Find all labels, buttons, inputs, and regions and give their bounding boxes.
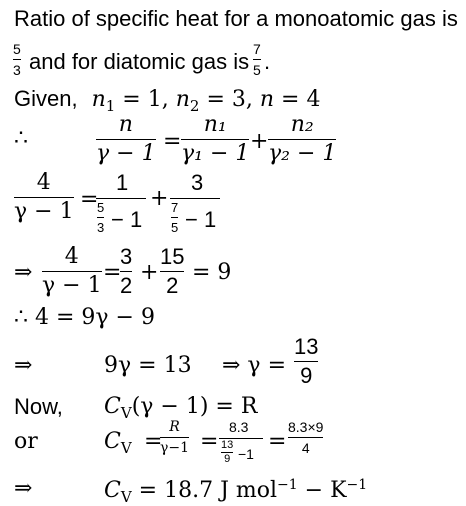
- step7-f1-fraction: [160, 420, 189, 455]
- fraction-numerator: 3: [120, 244, 133, 269]
- diatomic-gamma-fraction: [253, 42, 261, 77]
- or-label: or: [14, 429, 38, 454]
- fraction-denominator: γ−1: [160, 440, 190, 456]
- step7-lhs: [104, 431, 132, 456]
- plus-sign: +: [250, 129, 269, 154]
- fraction-bar: [96, 139, 156, 140]
- value-n1: = 1,: [115, 87, 169, 112]
- cv-symbol: C: [104, 478, 121, 503]
- step8-kelvin: − K: [297, 478, 347, 503]
- fraction-numerator: 7: [253, 41, 261, 57]
- fraction-bar: [160, 437, 189, 438]
- fraction-numerator: 4: [64, 244, 79, 269]
- step7-f3-fraction: [288, 420, 323, 455]
- fraction-numerator: n₁: [203, 112, 227, 137]
- equals-sign: =: [268, 429, 287, 454]
- step2-r2-bar: [170, 198, 220, 199]
- step3-r2-fraction: [160, 246, 184, 297]
- fraction-bar: [268, 139, 336, 140]
- subscript: V: [120, 439, 132, 457]
- fraction-numerator: 13: [294, 334, 319, 359]
- step7-f2-tail: −1: [238, 446, 254, 462]
- step6-rest: (γ − 1) = R: [131, 394, 258, 419]
- step4-equation: ∴ 4 = 9γ − 9: [14, 305, 155, 330]
- cv-symbol: C: [104, 429, 121, 454]
- fraction-numerator: 5: [13, 41, 21, 57]
- subscript: 2: [189, 97, 200, 115]
- step7-f2-numerator: 8.3: [229, 419, 249, 435]
- given-label: Given,: [14, 86, 78, 111]
- step1-lhs-fraction: [96, 114, 156, 165]
- step5-gamma-label: ⇒ γ =: [222, 353, 287, 378]
- fraction-denominator: 9: [224, 453, 231, 465]
- therefore-symbol: ∴: [14, 126, 28, 151]
- step7-f2-inner-fraction: [221, 440, 233, 465]
- step5-equation: 9γ = 13: [104, 353, 192, 378]
- fraction-numerator: 13: [221, 439, 234, 451]
- fraction-denominator: γ − 1: [14, 199, 74, 224]
- now-label: Now,: [14, 394, 63, 419]
- fraction-numerator: R: [169, 419, 180, 435]
- subscript: 1: [105, 97, 116, 115]
- fraction-bar: [288, 437, 323, 438]
- subscript: V: [120, 404, 132, 422]
- fraction-bar: [42, 271, 102, 272]
- cv-symbol: C: [104, 394, 121, 419]
- fraction-denominator: γ − 1: [96, 141, 156, 166]
- step3-r1-fraction: [120, 246, 132, 297]
- implies-arrow: ⇒: [14, 353, 33, 378]
- step2-r1-inner-fraction: [97, 201, 104, 234]
- fraction-denominator: 5: [171, 220, 179, 235]
- fraction-denominator: γ − 1: [42, 273, 102, 298]
- fraction-denominator: 3: [97, 220, 105, 235]
- fraction-denominator: 2: [166, 273, 179, 298]
- plus-sign: +: [140, 260, 159, 285]
- var-n1: n: [91, 87, 106, 112]
- fraction-bar: [13, 59, 21, 60]
- step2-r2-numerator: 3: [191, 170, 204, 195]
- fraction-denominator: γ₂ − 1: [268, 141, 337, 166]
- equals-sign: =: [144, 429, 163, 454]
- value-n2: = 3,: [199, 87, 253, 112]
- fraction-denominator: 5: [253, 62, 261, 78]
- intro-period: .: [264, 49, 271, 74]
- equals-sign: =: [103, 260, 122, 285]
- step1-r1-fraction: [181, 114, 249, 165]
- step2-r2-inner-fraction: [171, 201, 178, 234]
- fraction-bar: [14, 197, 74, 198]
- fraction-numerator: n₂: [290, 112, 314, 137]
- fraction-bar: [171, 217, 178, 218]
- intro-line-2: and for diatomic gas is: [29, 49, 250, 74]
- step2-r1-numerator: 1: [116, 170, 129, 195]
- value-n: = 4: [274, 87, 321, 112]
- fraction-denominator: 4: [301, 440, 310, 456]
- fraction-numerator: 4: [36, 170, 51, 195]
- fraction-denominator: 9: [300, 363, 313, 388]
- fraction-bar: [253, 59, 261, 60]
- step3-result: = 9: [192, 260, 232, 285]
- fraction-numerator: 8.3×9: [288, 419, 324, 435]
- fraction-bar: [294, 361, 318, 362]
- plus-sign: +: [150, 186, 169, 211]
- fraction-numerator: 15: [160, 244, 185, 269]
- var-n: n: [259, 87, 275, 112]
- step8-equation: [104, 478, 367, 505]
- step2-r2-tail: − 1: [185, 207, 217, 232]
- superscript: −1: [346, 477, 368, 493]
- fraction-numerator: 5: [97, 200, 105, 215]
- subscript: V: [120, 488, 132, 506]
- fraction-numerator: 7: [171, 200, 179, 215]
- equals-sign: =: [200, 429, 219, 454]
- var-n2: n: [175, 87, 190, 112]
- fraction-bar: [120, 271, 132, 272]
- step6-equation: [104, 396, 257, 421]
- step2-r1-bar: [96, 198, 146, 199]
- fraction-bar: [97, 217, 104, 218]
- monoatomic-gamma-fraction: [13, 42, 21, 77]
- step2-r1-tail: − 1: [111, 207, 143, 232]
- fraction-denominator: 3: [13, 62, 21, 78]
- fraction-bar: [160, 271, 184, 272]
- given-line: [14, 88, 320, 114]
- step8-value: = 18.7 J mol: [131, 478, 278, 503]
- fraction-denominator: 2: [120, 273, 133, 298]
- step2-lhs-fraction: [14, 172, 74, 223]
- implies-arrow: ⇒: [14, 476, 33, 501]
- fraction-bar: [181, 139, 249, 140]
- step5-gamma-fraction: [294, 336, 318, 387]
- fraction-denominator: γ₁ − 1: [181, 141, 250, 166]
- equals-sign: =: [80, 187, 99, 212]
- intro-line-1: Ratio of specific heat for a monoatomic gas is: [14, 6, 458, 31]
- implies-arrow: ⇒: [14, 260, 33, 285]
- equals-sign: =: [163, 129, 182, 154]
- superscript: −1: [277, 477, 298, 493]
- step3-lhs-fraction: [42, 246, 102, 297]
- fraction-numerator: n: [118, 112, 133, 137]
- step1-r2-fraction: [268, 114, 336, 165]
